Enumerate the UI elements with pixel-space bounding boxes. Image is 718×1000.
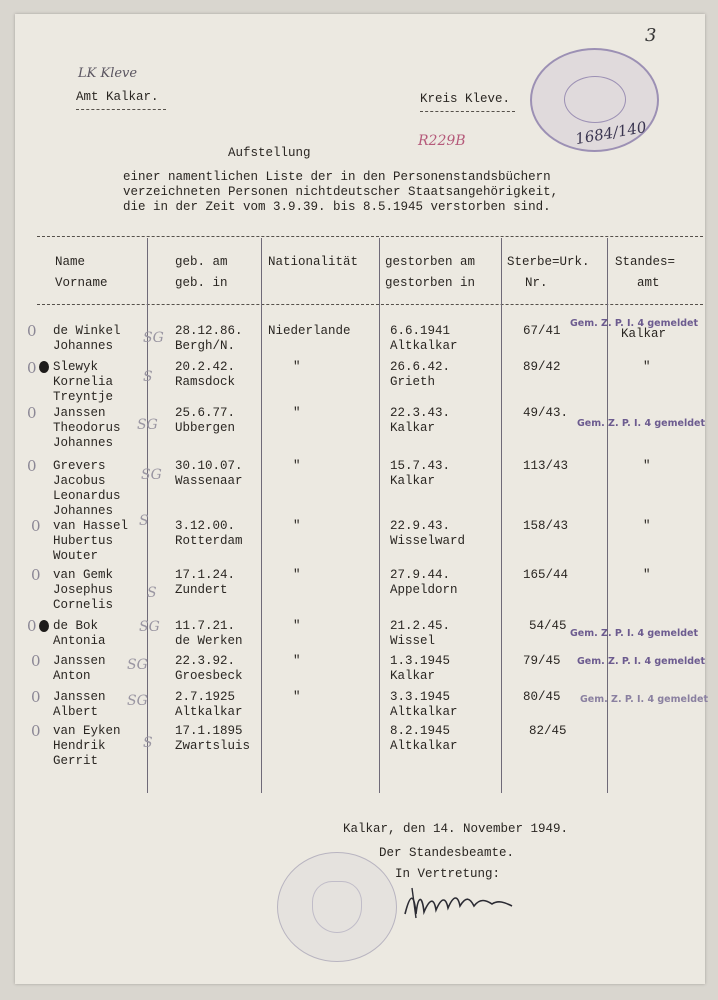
birth-place: Zundert xyxy=(175,583,228,597)
handwritten-code: R229B xyxy=(418,133,466,149)
given-name: Hendrik xyxy=(53,739,106,753)
registry-seal-stamp xyxy=(277,852,397,962)
given-name: Wouter xyxy=(53,549,99,563)
surname: Slewyk xyxy=(53,360,99,374)
given-name: Hubertus xyxy=(53,534,114,548)
birth-date: 30.10.07. xyxy=(175,459,243,473)
certificate-number: 54/45 xyxy=(529,619,567,633)
given-name: Theodorus xyxy=(53,421,121,435)
given-name: Johannes xyxy=(53,436,114,450)
birth-place: Zwartsluis xyxy=(175,739,251,753)
death-place: Altkalkar xyxy=(390,339,458,353)
reported-stamp: Gem. Z. P. I. 4 gemeldet xyxy=(577,656,705,667)
nationality: " xyxy=(293,654,301,668)
death-date: 6.6.1941 xyxy=(390,324,451,338)
certificate-number: 82/45 xyxy=(529,724,567,738)
birth-place: Wassenaar xyxy=(175,474,243,488)
margin-tick: 0 xyxy=(31,688,41,706)
document-title: Aufstellung xyxy=(228,146,311,160)
column-divider xyxy=(379,238,380,793)
nationality: " xyxy=(293,690,301,704)
surname: Janssen xyxy=(53,654,106,668)
reference-number: 1684/140 xyxy=(573,117,648,149)
death-date: 8.2.1945 xyxy=(390,724,451,738)
margin-tick: 0 xyxy=(31,566,41,584)
birth-date: 25.6.77. xyxy=(175,406,236,420)
title-line-2: verzeichneten Personen nichtdeutscher Staatsangehörigkeit, xyxy=(123,185,559,199)
margin-initials: SG xyxy=(141,467,162,483)
margin-tick: 0 xyxy=(27,457,37,475)
nationality: " xyxy=(293,459,301,473)
header-sterbe-urk: Sterbe=Urk. xyxy=(507,255,590,269)
death-place: Altkalkar xyxy=(390,739,458,753)
surname: de Winkel xyxy=(53,324,121,338)
birth-date: 3.12.00. xyxy=(175,519,236,533)
registry-office: " xyxy=(643,568,651,582)
margin-initials: S xyxy=(139,513,149,529)
birth-place: Altkalkar xyxy=(175,705,243,719)
margin-initials: SG xyxy=(139,619,160,635)
birth-date: 2.7.1925 xyxy=(175,690,236,704)
death-date: 27.9.44. xyxy=(390,568,451,582)
surname: Janssen xyxy=(53,690,106,704)
death-place: Kalkar xyxy=(390,669,436,683)
death-date: 1.3.1945 xyxy=(390,654,451,668)
column-divider xyxy=(261,238,262,793)
reported-stamp: Gem. Z. P. I. 4 gemeldet xyxy=(570,628,698,639)
deputy-label: In Vertretung: xyxy=(395,867,501,881)
header-nationalitaet: Nationalität xyxy=(268,255,359,269)
birth-place: Groesbeck xyxy=(175,669,243,683)
margin-tick: 0 xyxy=(27,359,37,377)
birth-date: 11.7.21. xyxy=(175,619,236,633)
death-date: 3.3.1945 xyxy=(390,690,451,704)
birth-place: Ramsdock xyxy=(175,375,236,389)
margin-initials: S xyxy=(143,369,153,385)
certificate-number: 158/43 xyxy=(523,519,569,533)
reported-stamp: Gem. Z. P. I. 4 gemeldet xyxy=(570,318,698,329)
certificate-number: 49/43. xyxy=(523,406,569,420)
margin-initials: S xyxy=(143,735,153,751)
birth-date: 28.12.86. xyxy=(175,324,243,338)
header-geb-in: geb. in xyxy=(175,276,228,290)
margin-initials: SG xyxy=(143,330,164,346)
ink-blot xyxy=(39,361,49,373)
registry-office: Kalkar xyxy=(621,327,667,341)
margin-tick: 0 xyxy=(27,322,37,340)
header-nr: Nr. xyxy=(525,276,548,290)
header-name: Name xyxy=(55,255,86,269)
certificate-number: 89/42 xyxy=(523,360,561,374)
table-top-rule xyxy=(37,236,703,237)
given-name: Gerrit xyxy=(53,754,99,768)
birth-date: 20.2.42. xyxy=(175,360,236,374)
given-name: Josephus xyxy=(53,583,114,597)
nationality: Niederlande xyxy=(268,324,351,338)
nationality: " xyxy=(293,360,301,374)
death-date: 26.6.42. xyxy=(390,360,451,374)
given-name: Antonia xyxy=(53,634,106,648)
given-name: Leonardus xyxy=(53,489,121,503)
birth-place: de Werken xyxy=(175,634,243,648)
margin-initials: SG xyxy=(137,417,158,433)
death-place: Grieth xyxy=(390,375,436,389)
header-geb-am: geb. am xyxy=(175,255,228,269)
birth-place: Rotterdam xyxy=(175,534,243,548)
amt-underline xyxy=(76,109,166,110)
column-divider xyxy=(501,238,502,793)
nationality: " xyxy=(293,619,301,633)
given-name: Kornelia xyxy=(53,375,114,389)
header-standesamt: Standes= xyxy=(615,255,676,269)
nationality: " xyxy=(293,568,301,582)
certificate-number: 79/45 xyxy=(523,654,561,668)
reported-stamp: Gem. Z. P. I. 4 gemeldet xyxy=(580,694,708,705)
margin-tick: 0 xyxy=(27,617,37,635)
given-name: Albert xyxy=(53,705,99,719)
header-amt: amt xyxy=(637,276,660,290)
death-date: 22.9.43. xyxy=(390,519,451,533)
surname: Grevers xyxy=(53,459,106,473)
header-bottom-rule xyxy=(37,304,703,305)
certificate-number: 80/45 xyxy=(523,690,561,704)
margin-tick: 0 xyxy=(31,722,41,740)
registry-office: " xyxy=(643,519,651,533)
certificate-number: 113/43 xyxy=(523,459,569,473)
given-name: Johannes xyxy=(53,504,114,518)
given-name: Johannes xyxy=(53,339,114,353)
header-gestorben-in: gestorben in xyxy=(385,276,476,290)
title-line-3: die in der Zeit vom 3.9.39. bis 8.5.1945 verstorben sind. xyxy=(123,200,551,214)
registry-office: " xyxy=(643,360,651,374)
registry-office: " xyxy=(643,459,651,473)
header-gestorben-am: gestorben am xyxy=(385,255,476,269)
surname: van Hassel xyxy=(53,519,129,533)
birth-date: 22.3.92. xyxy=(175,654,236,668)
surname: Janssen xyxy=(53,406,106,420)
surname: van Eyken xyxy=(53,724,121,738)
kreis-label: Kreis Kleve. xyxy=(420,92,511,106)
given-name: Treyntje xyxy=(53,390,114,404)
birth-place: Ubbergen xyxy=(175,421,236,435)
given-name: Cornelis xyxy=(53,598,114,612)
death-place: Appeldorn xyxy=(390,583,458,597)
signature-image xyxy=(400,884,520,924)
title-line-1: einer namentlichen Liste der in den Personenstandsbüchern xyxy=(123,170,551,184)
margin-initials: S xyxy=(147,585,157,601)
death-place: Wisselward xyxy=(390,534,466,548)
death-place: Wissel xyxy=(390,634,436,648)
surname: van Gemk xyxy=(53,568,114,582)
nationality: " xyxy=(293,519,301,533)
margin-tick: 0 xyxy=(27,404,37,422)
surname: de Bok xyxy=(53,619,99,633)
certificate-number: 165/44 xyxy=(523,568,569,582)
page-mark: 3 xyxy=(645,25,657,46)
reported-stamp: Gem. Z. P. I. 4 gemeldet xyxy=(577,418,705,429)
given-name: Anton xyxy=(53,669,91,683)
certificate-number: 67/41 xyxy=(523,324,561,338)
death-place: Altkalkar xyxy=(390,705,458,719)
handwritten-note: LK Kleve xyxy=(78,66,138,81)
birth-place: Bergh/N. xyxy=(175,339,236,353)
death-date: 22.3.43. xyxy=(390,406,451,420)
ink-blot xyxy=(39,620,49,632)
birth-date: 17.1.1895 xyxy=(175,724,243,738)
margin-initials: SG xyxy=(127,657,148,673)
given-name: Jacobus xyxy=(53,474,106,488)
death-place: Kalkar xyxy=(390,421,436,435)
death-date: 21.2.45. xyxy=(390,619,451,633)
nationality: " xyxy=(293,406,301,420)
amt-label: Amt Kalkar. xyxy=(76,90,159,104)
death-place: Kalkar xyxy=(390,474,436,488)
margin-tick: 0 xyxy=(31,517,41,535)
margin-tick: 0 xyxy=(31,652,41,670)
header-vorname: Vorname xyxy=(55,276,108,290)
official-title: Der Standesbeamte. xyxy=(379,846,515,860)
margin-initials: SG xyxy=(127,693,148,709)
kreis-underline xyxy=(420,111,515,112)
document-page xyxy=(15,14,708,984)
place-and-date: Kalkar, den 14. November 1949. xyxy=(343,822,569,836)
death-date: 15.7.43. xyxy=(390,459,451,473)
birth-date: 17.1.24. xyxy=(175,568,236,582)
